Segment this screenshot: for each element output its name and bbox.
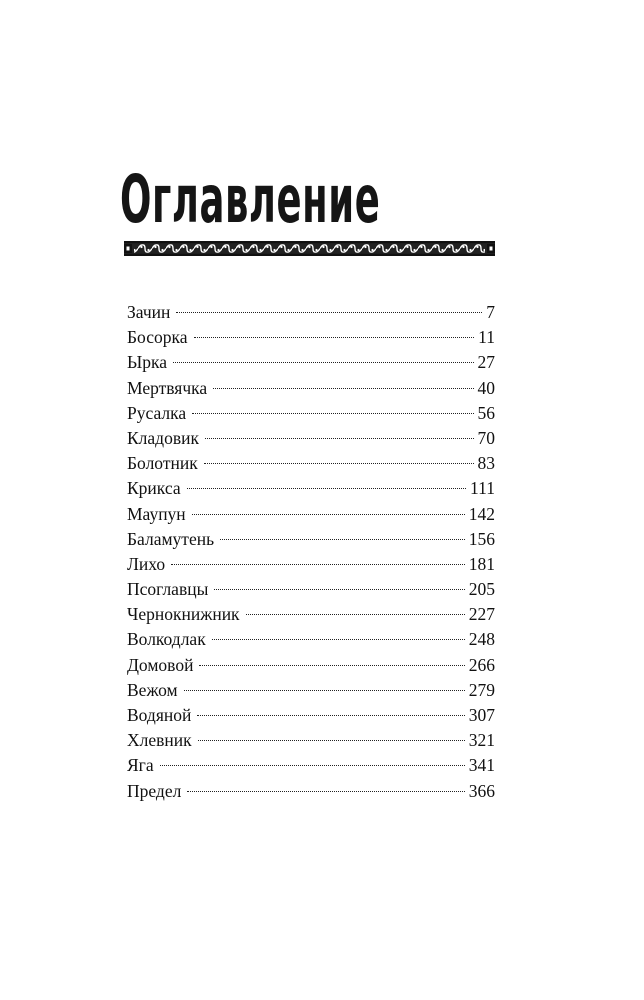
toc-entry[interactable]: [127, 376, 495, 401]
dot-leader: [187, 488, 466, 489]
dot-leader: [197, 715, 464, 716]
dot-leader: [199, 665, 464, 666]
dot-leader: [204, 463, 474, 464]
dot-leader: [246, 614, 465, 615]
toc-entry[interactable]: [127, 577, 495, 602]
dot-leader: [205, 438, 474, 439]
dot-leader: [173, 362, 473, 363]
toc-entry-page: 27: [477, 352, 495, 373]
toc-entry-page: 7: [486, 302, 495, 322]
dot-leader: [192, 514, 465, 515]
dot-leader: [212, 639, 465, 640]
toc-entry[interactable]: [127, 325, 495, 350]
dot-leader: [213, 388, 473, 389]
toc-entry-page: 366: [468, 780, 495, 801]
dot-leader: [194, 337, 475, 338]
toc-entry-title: Маупун: [127, 503, 186, 524]
toc-entry[interactable]: [127, 300, 495, 325]
toc-entry-title: Кладовик: [127, 427, 199, 448]
toc-entry-title: Вежом: [127, 679, 178, 700]
toc-entry[interactable]: [127, 653, 495, 678]
toc-entry-title: Ырка: [127, 352, 168, 373]
dot-leader: [160, 765, 465, 766]
toc-entry[interactable]: [127, 527, 495, 552]
toc-entry-page: 111: [470, 478, 495, 499]
toc-entry[interactable]: [127, 451, 495, 476]
toc-entry-title: Болотник: [127, 453, 198, 474]
ornamental-divider: [124, 241, 495, 256]
toc-entry-title: Крикса: [127, 478, 181, 499]
toc-entry[interactable]: [127, 426, 495, 451]
toc-entry-page: 156: [468, 528, 495, 549]
toc-entry-page: 181: [468, 553, 495, 574]
toc-entry[interactable]: [127, 627, 495, 652]
toc-entry[interactable]: [127, 350, 495, 375]
toc-entry-page: 341: [468, 755, 495, 776]
toc-entry-title: Лихо: [127, 553, 166, 574]
toc-entry-title: Псоглавцы: [127, 579, 209, 600]
dot-leader: [176, 312, 482, 313]
toc-entry[interactable]: [127, 728, 495, 753]
toc-entry-page: 321: [468, 730, 495, 751]
toc-entry-title: Предел: [127, 780, 182, 801]
toc-entry[interactable]: [127, 552, 495, 577]
toc-entry-title: Домовой: [127, 654, 194, 675]
dot-leader: [192, 413, 473, 414]
toc-entry-page: 56: [477, 402, 495, 423]
toc-entry-title: Зачин: [127, 302, 171, 322]
toc-entry-title: Водяной: [127, 705, 192, 725]
toc-entry-page: 307: [468, 705, 495, 725]
toc-entry-page: 40: [477, 377, 495, 398]
toc-entry-title: Босорка: [127, 327, 188, 348]
dot-leader: [187, 791, 464, 792]
toc-entry-title: Чернокнижник: [127, 604, 240, 625]
toc-entry-title: Хлевник: [127, 730, 192, 751]
toc-entry-title: Яга: [127, 755, 154, 776]
dot-leader: [220, 539, 465, 540]
toc-entry[interactable]: [127, 753, 495, 778]
dot-leader: [184, 690, 465, 691]
toc-entry-page: 70: [477, 427, 495, 448]
toc-entry-page: 11: [478, 327, 495, 348]
toc-entry[interactable]: [127, 476, 495, 501]
toc-entry-title: Мертвячка: [127, 377, 208, 398]
toc-entry-title: Русалка: [127, 402, 187, 423]
toc-entry-page: 142: [468, 503, 495, 524]
dot-leader: [198, 740, 465, 741]
toc-entry[interactable]: [127, 678, 495, 703]
toc-entry-page: 279: [468, 679, 495, 700]
toc-entry-title: Волкодлак: [127, 629, 206, 650]
dot-leader: [214, 589, 464, 590]
toc-entry-page: 83: [477, 453, 495, 474]
toc-entry[interactable]: [127, 779, 495, 804]
toc-entry[interactable]: [127, 401, 495, 426]
toc-entry-page: 227: [468, 604, 495, 625]
toc-entry[interactable]: [127, 502, 495, 527]
toc-entry-page: 266: [468, 654, 495, 675]
toc-entry-page: 248: [468, 629, 495, 650]
dot-leader: [171, 564, 465, 565]
toc-entry-title: Баламутень: [127, 528, 215, 549]
toc-entry[interactable]: [127, 602, 495, 627]
page-title: Оглавление: [120, 161, 381, 238]
toc-entry[interactable]: [127, 703, 495, 728]
toc-entry-page: 205: [468, 579, 495, 600]
table-of-contents: [127, 300, 495, 804]
